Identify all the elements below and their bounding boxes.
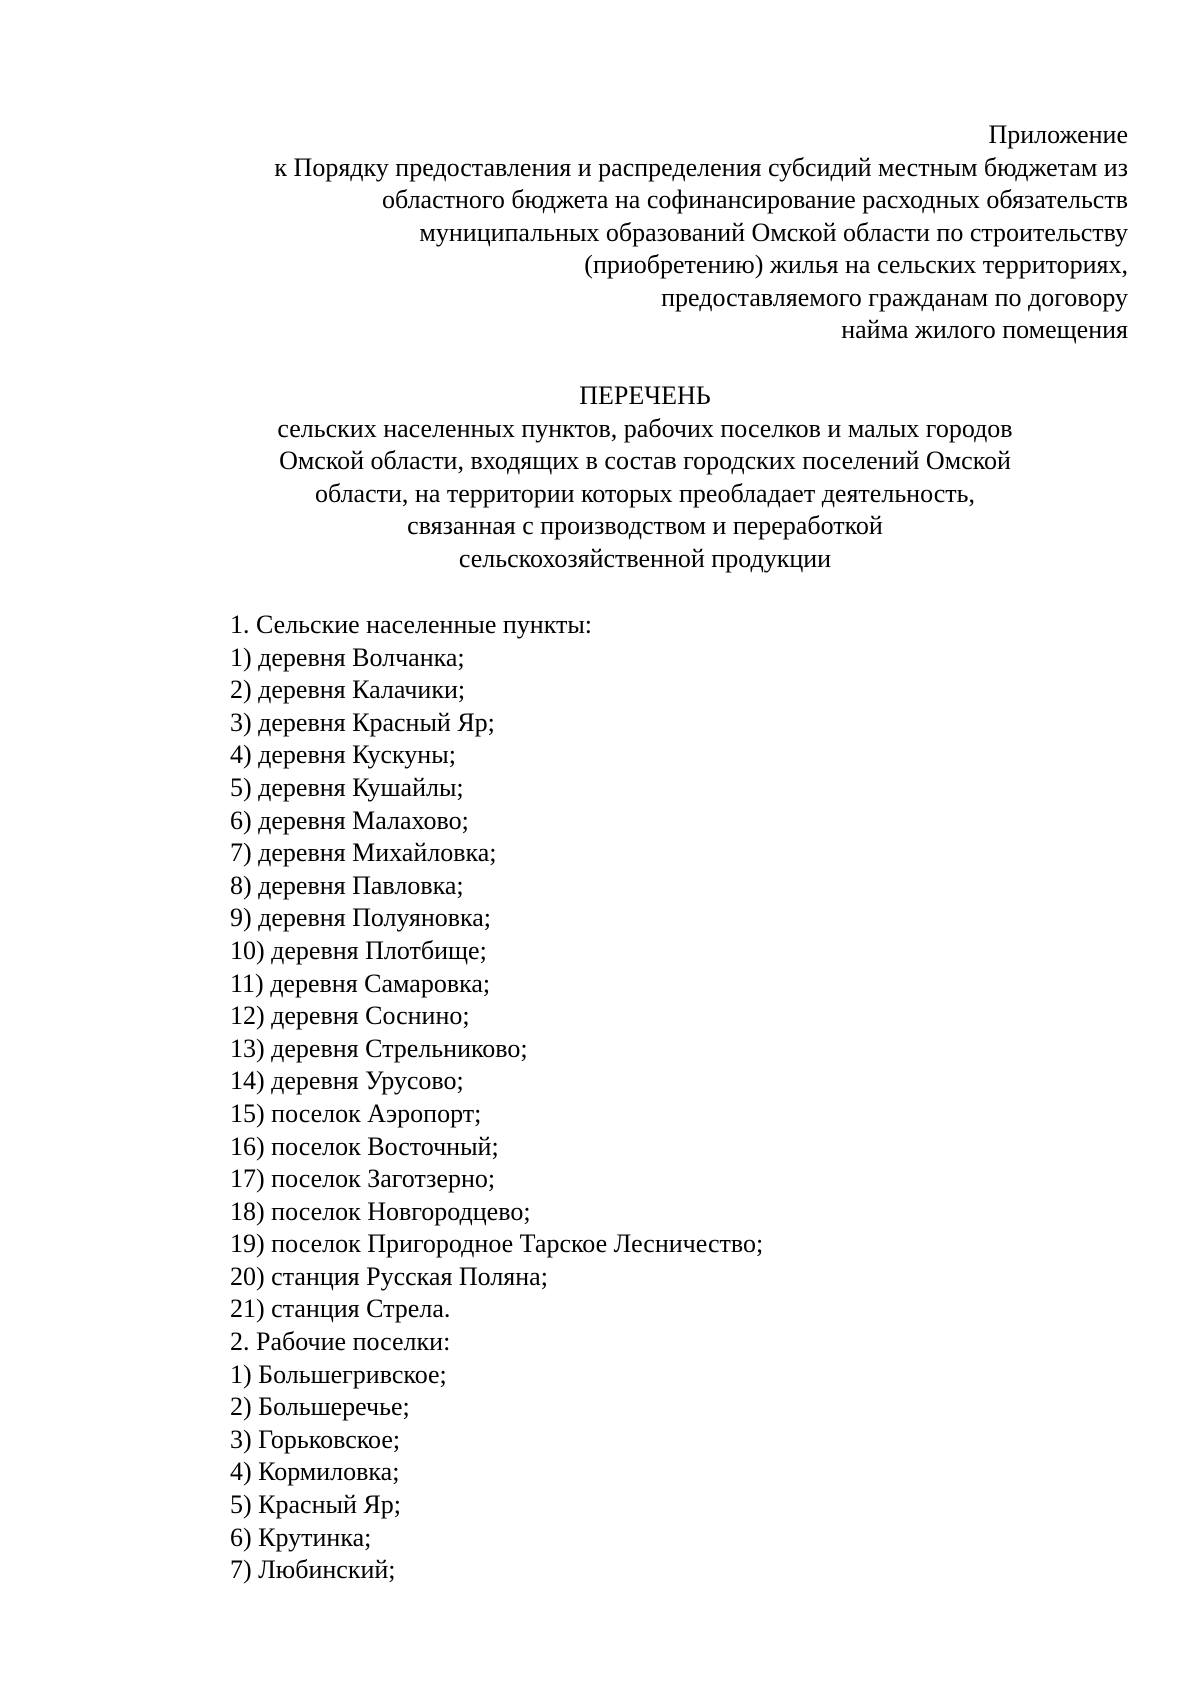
settlement-list	[230, 609, 1130, 1587]
list-item: 2) деревня Калачики;	[230, 675, 466, 705]
list-item: 5) деревня Кушайлы;	[230, 772, 464, 802]
list-item: 21) станция Стрела.	[230, 1294, 451, 1324]
list-item: 3) деревня Красный Яр;	[230, 707, 495, 737]
document-title	[150, 380, 1140, 575]
list-item: 6) Крутинка;	[230, 1522, 372, 1552]
list-item: 10) деревня Плотбище;	[230, 935, 487, 965]
list-item: 2) Большеречье;	[230, 1392, 410, 1422]
appendix-line: муниципальных образований Омской области по строительству	[419, 217, 1128, 247]
list-item: 14) деревня Урусово;	[230, 1066, 464, 1096]
list-item: 5) Красный Яр;	[230, 1490, 401, 1520]
list-item: 8) деревня Павловка;	[230, 870, 464, 900]
title-subtitle-line: области, на территории которых преобладает деятельность,	[315, 478, 975, 508]
title-subtitle-line: сельскохозяйственной продукции	[458, 543, 832, 573]
appendix-line: найма жилого помещения	[841, 315, 1128, 344]
list-item: 16) поселок Восточный;	[230, 1131, 499, 1161]
list-section-heading: 2. Рабочие поселки:	[230, 1327, 451, 1357]
list-item: 4) Кормиловка;	[230, 1457, 400, 1487]
list-item: 17) поселок Заготзерно;	[230, 1164, 496, 1194]
list-item: 1) Большегривское;	[230, 1359, 447, 1389]
list-item: 20) станция Русская Поляна;	[230, 1261, 548, 1291]
title-subtitle-line: Омской области, входящих в состав городских поселений Омской	[279, 446, 1011, 475]
list-item: 7) деревня Михайловка;	[230, 838, 497, 868]
list-item: 9) деревня Полуяновка;	[230, 903, 492, 933]
list-item: 6) деревня Малахово;	[230, 805, 469, 835]
list-item: 12) деревня Соснино;	[230, 1001, 470, 1031]
list-item: 15) поселок Аэропорт;	[230, 1098, 482, 1128]
title-subtitle-line: связанная с производством и переработкой	[407, 511, 883, 540]
list-item: 18) поселок Новгородцево;	[230, 1196, 531, 1226]
list-item: 4) деревня Кускуны;	[230, 740, 456, 770]
appendix-line: к Порядку предоставления и распределения субсидий местным бюджетам из	[274, 152, 1128, 182]
list-item: 13) деревня Стрельниково;	[230, 1033, 528, 1063]
list-section-heading: 1. Сельские населенные пункты:	[230, 610, 593, 639]
list-item: 11) деревня Самаровка;	[230, 968, 491, 998]
title-heading: ПЕРЕЧЕНЬ	[579, 381, 711, 410]
appendix-header	[150, 119, 1128, 347]
list-item: 7) Любинский;	[230, 1555, 396, 1585]
appendix-line: Приложение	[988, 120, 1128, 149]
list-item: 1) деревня Волчанка;	[230, 642, 465, 672]
appendix-line: предоставляемого гражданам по договору	[661, 282, 1128, 312]
title-subtitle-line: сельских населенных пунктов, рабочих поселков и малых городов	[277, 413, 1013, 443]
list-item: 19) поселок Пригородное Тарское Лесничество;	[230, 1229, 764, 1259]
appendix-line: (приобретению) жилья на сельских территориях,	[584, 250, 1128, 279]
appendix-line: областного бюджета на софинансирование расходных обязательств	[382, 185, 1128, 214]
list-item: 3) Горьковское;	[230, 1424, 401, 1454]
